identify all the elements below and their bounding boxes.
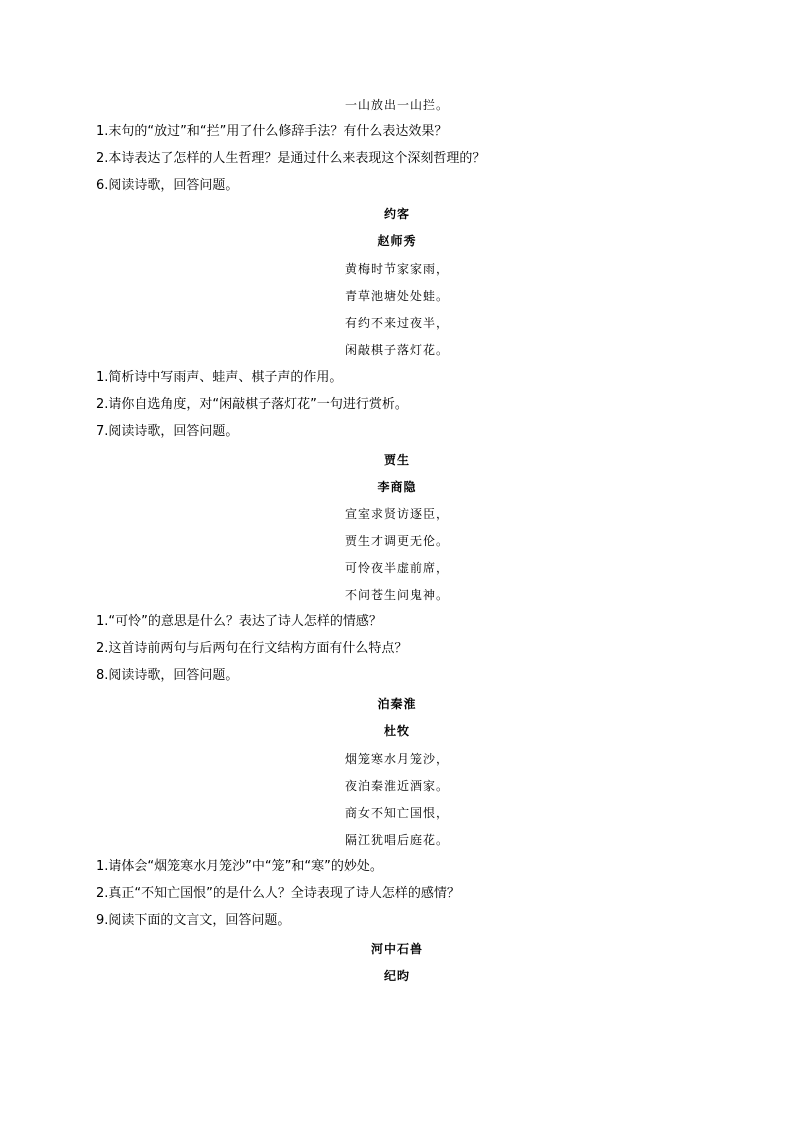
- poem-line: 贾生才调更无伦。: [344, 534, 449, 548]
- section-instruction: 8.阅读诗歌，回答问题。: [96, 668, 239, 683]
- poem-title: 贾生: [383, 453, 410, 467]
- poem-line: 闲敲棋子落灯花。: [344, 343, 449, 357]
- question-text: 2.请你自选角度，对“闲敲棋子落灯花”一句进行赏析。: [96, 397, 408, 412]
- poem-title: 泊秦淮: [377, 697, 417, 711]
- poem-line: 宣室求贤访逐臣，: [344, 507, 449, 521]
- question-text: 1.末句的“放过”和“拦”用了什么修辞手法？有什么表达效果？: [96, 124, 448, 139]
- question-text: 2.本诗表达了怎样的人生哲理？是通过什么来表现这个深刻哲理的？: [96, 151, 486, 166]
- poem-line: 黄梅时节家家雨，: [344, 262, 449, 276]
- poem-line: 可怜夜半虚前席，: [344, 561, 449, 575]
- poem-line: 烟笼寒水月笼沙，: [344, 752, 449, 766]
- section-instruction: 7.阅读诗歌，回答问题。: [96, 424, 239, 439]
- question-text: 2.这首诗前两句与后两句在行文结构方面有什么特点？: [96, 641, 408, 656]
- section-instruction: 9.阅读下面的文言文，回答问题。: [96, 913, 291, 928]
- poem-line: 青草池塘处处蛙。: [344, 289, 449, 303]
- poem-title: 约客: [383, 207, 410, 221]
- poem-title: 河中石兽: [370, 942, 423, 956]
- poem-author: 赵师秀: [377, 234, 417, 248]
- poem-author: 杜牧: [383, 724, 410, 738]
- poem-line: 不问苍生问鬼神。: [344, 588, 449, 602]
- poem-line: 有约不来过夜半，: [344, 316, 449, 330]
- poem-line: 商女不知亡国恨，: [344, 806, 449, 820]
- question-text: 1.请体会“烟笼寒水月笼沙”中“笼”和“寒”的妙处。: [96, 859, 383, 874]
- poem-line: 一山放出一山拦。: [344, 98, 449, 112]
- poem-line: 夜泊秦淮近酒家。: [344, 779, 449, 793]
- question-text: 2.真正“不知亡国恨”的是什么人？全诗表现了诗人怎样的感情？: [96, 886, 460, 901]
- poem-author: 李商隐: [377, 480, 417, 494]
- section-instruction: 6.阅读诗歌，回答问题。: [96, 178, 239, 193]
- poem-author: 纪昀: [383, 969, 410, 983]
- question-text: 1.简析诗中写雨声、蛙声、棋子声的作用。: [96, 370, 343, 385]
- poem-line: 隔江犹唱后庭花。: [344, 833, 449, 847]
- question-text: 1.“可怜”的意思是什么？表达了诗人怎样的情感？: [96, 614, 382, 629]
